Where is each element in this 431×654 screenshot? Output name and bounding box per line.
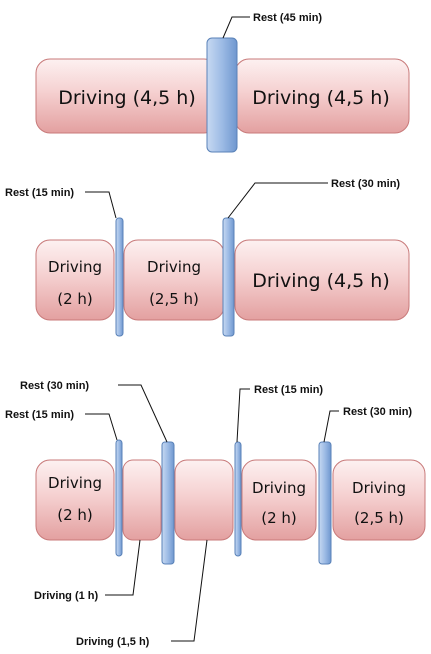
diagram-2 bbox=[5, 178, 409, 336]
driving-label: Driving bbox=[48, 474, 102, 492]
driving-label: Driving bbox=[252, 479, 306, 497]
driving-block bbox=[175, 460, 233, 540]
rest-label: Rest (30 min) bbox=[20, 380, 90, 392]
driving-block bbox=[36, 460, 114, 540]
driving-label: Driving bbox=[147, 258, 201, 276]
driving-label: Driving (4,5 h) bbox=[252, 270, 390, 292]
driving-block bbox=[123, 460, 161, 540]
driving-callout-label: Driving (1,5 h) bbox=[76, 636, 150, 648]
rest-bar bbox=[162, 442, 174, 564]
driving-label: Driving bbox=[352, 479, 406, 497]
driving-label: Driving (4,5 h) bbox=[58, 87, 196, 109]
rest-bar bbox=[319, 442, 331, 564]
driving-block bbox=[242, 460, 316, 540]
rest-bar bbox=[235, 442, 241, 556]
leader-line bbox=[85, 192, 116, 218]
driving-label: Driving bbox=[48, 258, 102, 276]
leader-line bbox=[118, 385, 167, 442]
rest-bar bbox=[223, 218, 234, 336]
diagram-1 bbox=[36, 12, 409, 152]
diagram-3 bbox=[5, 380, 425, 648]
driving-block bbox=[333, 460, 425, 540]
driving-block bbox=[124, 240, 224, 320]
driving-callout-label: Driving (1 h) bbox=[34, 590, 99, 602]
rest-bar bbox=[207, 38, 237, 152]
driving-label: (2,5 h) bbox=[354, 509, 404, 527]
driving-label: (2 h) bbox=[57, 506, 93, 524]
leader-line bbox=[223, 17, 250, 38]
leader-line bbox=[171, 540, 207, 641]
leader-line bbox=[324, 411, 339, 442]
driving-label: (2,5 h) bbox=[149, 290, 199, 308]
driving-label: (2 h) bbox=[261, 509, 297, 527]
rest-bar bbox=[116, 218, 123, 336]
rest-label: Rest (45 min) bbox=[253, 12, 323, 24]
leader-line bbox=[228, 183, 328, 218]
leader-line bbox=[237, 389, 250, 442]
rest-bar bbox=[116, 440, 122, 556]
rest-label: Rest (15 min) bbox=[5, 187, 75, 199]
driving-block bbox=[36, 240, 114, 320]
rest-label: Rest (15 min) bbox=[254, 384, 324, 396]
rest-label: Rest (30 min) bbox=[331, 178, 401, 190]
rest-label: Rest (30 min) bbox=[343, 406, 413, 418]
driving-label: Driving (4,5 h) bbox=[252, 87, 390, 109]
rest-label: Rest (15 min) bbox=[5, 409, 75, 421]
leader-line bbox=[85, 414, 117, 440]
driving-label: (2 h) bbox=[57, 290, 93, 308]
